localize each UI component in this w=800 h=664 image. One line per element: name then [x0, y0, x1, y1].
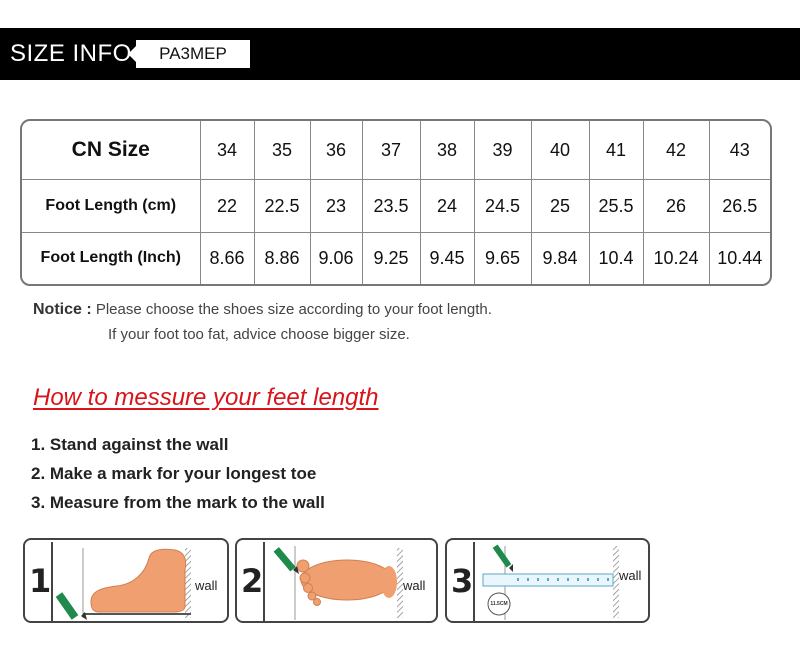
foot-length-inch-row: [22, 232, 770, 284]
table-cell: 22.5: [254, 180, 310, 233]
notice-label: Notice :: [33, 301, 92, 318]
panel-number: 3: [451, 562, 474, 600]
table-cell: 24: [420, 180, 474, 233]
table-cell: 26: [643, 180, 709, 233]
step-item: 3. Measure from the mark to the wall: [31, 493, 325, 512]
size-row: [22, 121, 770, 180]
cn-size-cell: 35: [254, 121, 310, 180]
row-label: Foot Length (Inch): [22, 232, 200, 284]
cn-size-cell: 36: [310, 121, 362, 180]
table-cell: 10.4: [589, 232, 643, 284]
cn-size-cell: 43: [709, 121, 770, 180]
header-tag: [136, 40, 250, 68]
pencil-icon: [493, 544, 513, 572]
wall-label: wall: [619, 568, 642, 583]
panel-number: 1: [29, 562, 52, 600]
row-label: Foot Length (cm): [22, 180, 200, 233]
table-cell: 22: [200, 180, 254, 233]
panel-number: 2: [241, 562, 264, 600]
table-cell: 8.66: [200, 232, 254, 284]
table-cell: 9.06: [310, 232, 362, 284]
cn-size-cell: 39: [474, 121, 531, 180]
table-cell: 25: [531, 180, 589, 233]
size-table: [20, 119, 772, 286]
measure-heading: How to messure your feet length: [33, 384, 379, 411]
notice-line-2: If your foot too fat, advice choose bigger size.: [108, 326, 410, 343]
illustration-panel-1: [23, 538, 229, 623]
table-cell: 9.45: [420, 232, 474, 284]
header-bar: [0, 28, 800, 80]
cn-size-cell: 34: [200, 121, 254, 180]
measurement-badge: 11.5CM: [490, 601, 508, 607]
cn-size-cell: 41: [589, 121, 643, 180]
pencil-icon: [56, 592, 87, 620]
table-cell: 24.5: [474, 180, 531, 233]
table-cell: 9.65: [474, 232, 531, 284]
table-cell: 9.84: [531, 232, 589, 284]
table-cell: 10.24: [643, 232, 709, 284]
step-item: 2. Make a mark for your longest toe: [31, 464, 317, 483]
cn-size-cell: 38: [420, 121, 474, 180]
table-cell: 23.5: [362, 180, 420, 233]
wall-label: wall: [403, 578, 426, 593]
cn-size-cell: 40: [531, 121, 589, 180]
notice-line-1: Please choose the shoes size according to your foot length.: [91, 301, 492, 318]
step-item: 1. Stand against the wall: [31, 435, 229, 454]
table-cell: 26.5: [709, 180, 770, 233]
notice: [33, 301, 492, 319]
illustration-panel-3: [445, 538, 650, 623]
cn-size-cell: 42: [643, 121, 709, 180]
table-cell: 10.44: [709, 232, 770, 284]
table-cell: 25.5: [589, 180, 643, 233]
foot-length-cm-row: [22, 180, 770, 233]
table-cell: 8.86: [254, 232, 310, 284]
table-cell: 23: [310, 180, 362, 233]
page-title: SIZE INFO: [10, 40, 132, 67]
cn-size-cell: 37: [362, 121, 420, 180]
illustration-panel-2: [235, 538, 438, 623]
wall-label: wall: [195, 578, 218, 593]
cn-size-label: CN Size: [22, 121, 200, 180]
table-cell: 9.25: [362, 232, 420, 284]
header-tag-label: PA3MEP: [159, 44, 227, 63]
